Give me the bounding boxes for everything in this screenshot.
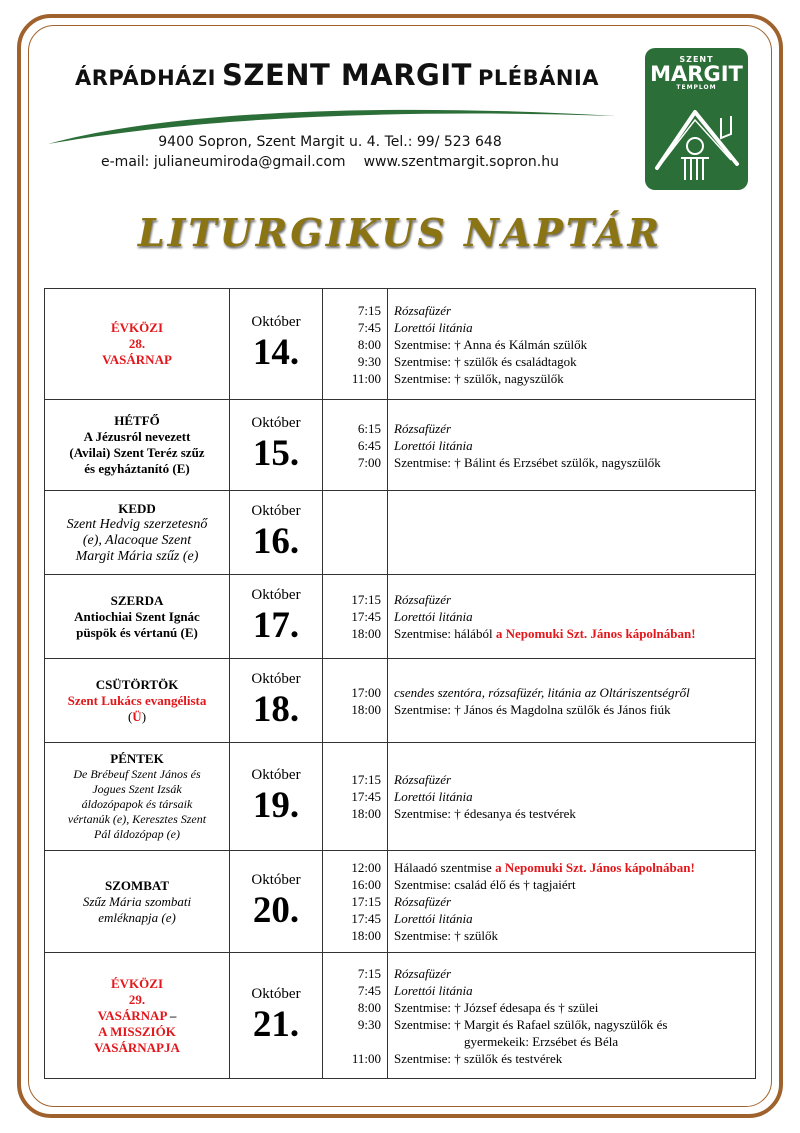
time-spacer — [323, 1033, 381, 1050]
event: Lorettói litánia — [394, 319, 473, 335]
event: Rózsafüzér — [394, 894, 452, 909]
table-row — [45, 491, 756, 575]
times-cell — [323, 491, 388, 575]
times-cell — [323, 953, 388, 1079]
contact-line — [0, 154, 660, 170]
table-row — [45, 953, 756, 1079]
day-detail: Margit Mária szűz (e) — [75, 548, 199, 564]
time: 12:00 — [351, 860, 381, 875]
event: Lorettói litánia — [394, 911, 473, 926]
time: 17:15 — [351, 592, 381, 607]
event: Rózsafüzér — [394, 772, 452, 787]
day-cell — [45, 491, 230, 575]
day-detail: VASÁRNAP — [102, 352, 172, 367]
day-detail: emléknapja (e) — [98, 909, 176, 925]
time: 7:45 — [357, 982, 381, 998]
table-row — [45, 575, 756, 659]
event-text: Szentmise: hálából — [394, 626, 493, 641]
events-cell — [388, 851, 756, 953]
date-number: 21. — [252, 1003, 300, 1045]
day-name: ÉVKÖZI — [110, 975, 163, 991]
times-cell — [323, 575, 388, 659]
day-detail: Szűz Mária szombati — [82, 893, 192, 909]
events-cell — [388, 659, 756, 743]
event: Lorettói litánia — [394, 437, 473, 453]
table-row — [45, 289, 756, 400]
church-building-icon — [651, 98, 743, 186]
times-cell — [323, 743, 388, 851]
logo-line3: TEMPLOM — [676, 84, 717, 91]
date-number: 14. — [252, 332, 300, 373]
date-cell — [230, 743, 323, 851]
day-detail: A Jézusról nevezett — [83, 429, 191, 444]
time: 7:45 — [357, 319, 381, 335]
event-continuation: gyermekeik: Erzsébet és Béla — [464, 1033, 619, 1049]
event: Lorettói litánia — [394, 609, 473, 624]
month-label: Október — [251, 985, 301, 1002]
day-detail-text: VASÁRNAP — [97, 1007, 167, 1023]
table-row — [45, 659, 756, 743]
events-cell — [388, 953, 756, 1079]
time: 8:00 — [357, 999, 381, 1015]
day-rank — [50, 709, 224, 725]
day-detail: 29. — [128, 991, 146, 1007]
day-detail: A MISSZIÓK — [98, 1023, 176, 1039]
date-cell — [230, 289, 323, 400]
time: 17:45 — [351, 911, 381, 926]
month-label: Október — [251, 766, 301, 783]
time: 17:00 — [351, 684, 381, 700]
day-cell — [45, 400, 230, 491]
event: Szentmise: † szülők, nagyszülők — [394, 370, 564, 386]
event: Rózsafüzér — [394, 302, 452, 318]
time: 18:00 — [351, 806, 381, 821]
day-name: CSÜTÖRTÖK — [95, 676, 179, 692]
event: Szentmise: † János és Magdolna szülők és János fiúk — [394, 701, 671, 717]
title-suffix: PLÉBÁNIA — [478, 66, 600, 90]
event: csendes szentóra, rózsafüzér, litánia az Oltáriszentségről — [394, 684, 690, 700]
day-dash: – — [169, 1007, 177, 1023]
date-number: 15. — [252, 433, 300, 474]
times-cell — [323, 851, 388, 953]
day-rank-close: ) — [141, 708, 147, 724]
day-name: HÉTFŐ — [114, 413, 160, 428]
date-cell — [230, 491, 323, 575]
day-cell — [45, 953, 230, 1079]
time: 11:00 — [351, 370, 381, 386]
time: 9:30 — [357, 1016, 381, 1032]
events-cell — [388, 400, 756, 491]
date-cell — [230, 659, 323, 743]
month-label: Október — [251, 502, 301, 519]
day-name: PÉNTEK — [110, 751, 164, 766]
day-detail: 28. — [128, 336, 146, 351]
event: Szentmise: család élő és † tagjaiért — [394, 877, 576, 892]
day-detail: és egyháztanító (E) — [84, 461, 190, 476]
day-cell — [45, 659, 230, 743]
event: Szentmise: † szülők és családtagok — [394, 353, 577, 369]
time: 8:00 — [357, 336, 381, 352]
time: 17:45 — [351, 789, 381, 804]
time: 7:15 — [357, 965, 381, 981]
website-text: www.szentmargit.sopron.hu — [363, 154, 559, 170]
time: 18:00 — [351, 626, 381, 641]
day-detail: Szent Lukács evangélista — [67, 692, 207, 708]
event: Szentmise: † Anna és Kálmán szülők — [394, 336, 588, 352]
events-cell — [388, 743, 756, 851]
event: Szentmise: † szülők — [394, 928, 498, 943]
times-cell — [323, 289, 388, 400]
day-cell — [45, 289, 230, 400]
date-number: 17. — [252, 604, 300, 646]
date-number: 19. — [252, 784, 300, 826]
day-name: SZOMBAT — [104, 877, 170, 893]
table-row — [45, 743, 756, 851]
day-detail: áldozópapok és társaik — [81, 797, 193, 811]
time: 7:00 — [357, 454, 381, 470]
time: 6:45 — [357, 437, 381, 453]
time: 6:15 — [357, 420, 381, 436]
day-name: ÉVKÖZI — [110, 320, 163, 335]
day-detail: (e), Alacoque Szent — [82, 532, 192, 548]
time: 16:00 — [351, 877, 381, 892]
times-cell — [323, 400, 388, 491]
time: 9:30 — [357, 353, 381, 369]
day-detail: Pál áldozópap (e) — [94, 827, 180, 841]
event — [394, 625, 755, 642]
time: 17:45 — [351, 609, 381, 624]
event — [394, 859, 755, 876]
table-row — [45, 400, 756, 491]
day-rank-letter: Ü — [132, 708, 142, 724]
time: 11:00 — [351, 1050, 381, 1066]
day-detail: De Brébeuf Szent János és — [73, 767, 201, 781]
logo-line2: MARGIT — [650, 62, 743, 86]
event-location-highlight: a Nepomuki Szt. János kápolnában! — [495, 626, 696, 641]
month-label: Október — [251, 415, 301, 431]
event: Rózsafüzér — [394, 420, 452, 436]
date-cell — [230, 851, 323, 953]
day-cell — [45, 851, 230, 953]
times-cell — [323, 659, 388, 743]
day-detail: (Avilai) Szent Teréz szűz — [69, 445, 205, 460]
address-line: 9400 Sopron, Szent Margit u. 4. Tel.: 99/ 523 648 — [158, 134, 502, 150]
time: 17:15 — [351, 894, 381, 909]
event: Szentmise: † édesanya és testvérek — [394, 806, 576, 821]
title-prefix: ÁRPÁDHÁZI — [75, 66, 216, 90]
events-cell — [388, 491, 756, 575]
liturgical-calendar-table — [44, 288, 756, 1079]
event: Szentmise: † Bálint és Erzsébet szülők, nagyszülők — [394, 454, 661, 470]
date-cell — [230, 400, 323, 491]
date-cell — [230, 953, 323, 1079]
day-detail: püspök és vértanú (E) — [76, 624, 198, 640]
month-label: Október — [251, 314, 301, 330]
time: 18:00 — [351, 928, 381, 943]
day-detail — [50, 1008, 224, 1024]
event: Szentmise: † József édesapa és † szülei — [394, 999, 599, 1015]
month-label: Október — [251, 871, 301, 888]
event: Rózsafüzér — [394, 965, 452, 981]
day-cell — [45, 743, 230, 851]
parish-title — [75, 58, 599, 92]
event-location-highlight: a Nepomuki Szt. János kápolnában! — [495, 860, 695, 875]
event: Lorettói litánia — [394, 982, 473, 998]
date-number: 20. — [252, 889, 300, 931]
day-detail: vértanúk (e), Keresztes Szent — [67, 812, 207, 826]
date-cell — [230, 575, 323, 659]
day-name: KEDD — [118, 500, 156, 516]
time: 17:15 — [351, 772, 381, 787]
event: Szentmise: † szülők és testvérek — [394, 1050, 563, 1066]
events-cell — [388, 575, 756, 659]
date-number: 18. — [252, 688, 300, 730]
day-cell — [45, 575, 230, 659]
event: Szentmise: † Margit és Rafael szülők, nagyszülők és — [394, 1016, 668, 1032]
logo-line1: SZENT — [679, 55, 714, 64]
date-number: 16. — [252, 520, 300, 562]
church-logo — [645, 48, 748, 190]
title-main: SZENT MARGIT — [222, 58, 472, 92]
event: Lorettói litánia — [394, 789, 473, 804]
time: 7:15 — [357, 302, 381, 318]
day-name: SZERDA — [110, 592, 164, 608]
time: 18:00 — [351, 701, 381, 717]
month-label: Október — [251, 586, 301, 603]
event: Rózsafüzér — [394, 592, 452, 607]
day-detail: VASÁRNAPJA — [94, 1039, 180, 1055]
table-row — [45, 851, 756, 953]
day-detail: Szent Hedvig szerzetesnő — [66, 516, 208, 532]
page-heading: LITURGIKUS NAPTÁR — [137, 210, 663, 255]
email-text: e-mail: julianeumiroda@gmail.com — [101, 154, 346, 170]
event-text: Hálaadó szentmise — [394, 860, 492, 875]
month-label: Október — [251, 670, 301, 687]
day-rank-open: ( — [127, 708, 133, 724]
events-cell — [388, 289, 756, 400]
day-detail: Jogues Szent Izsák — [92, 782, 182, 796]
day-detail: Antiochiai Szent Ignác — [74, 608, 200, 624]
